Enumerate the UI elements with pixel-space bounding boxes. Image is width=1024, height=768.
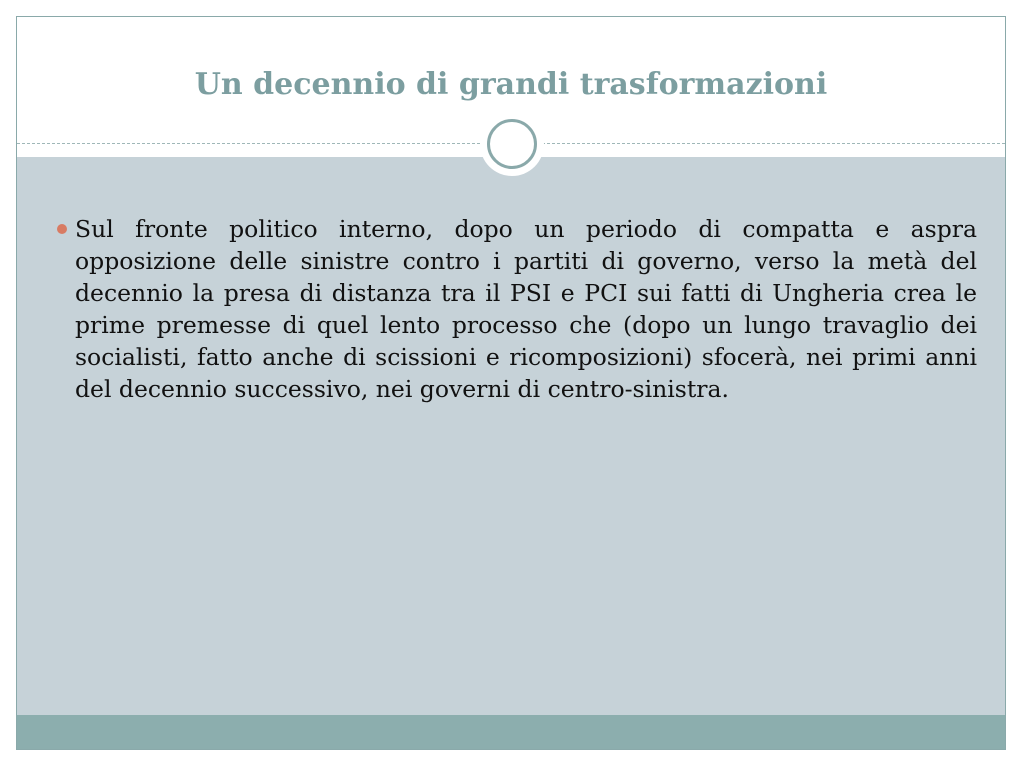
bullet-dot-icon [57, 224, 67, 234]
bullet-item [57, 213, 977, 405]
slide-title: Un decennio di grandi trasformazioni [194, 67, 828, 102]
slide [16, 16, 1006, 750]
bullet-list [57, 213, 977, 405]
footer-band [17, 715, 1005, 749]
circle-ornament-icon [487, 119, 537, 169]
bullet-text: Sul fronte politico interno, dopo un periodo di compatta e aspra opposizione delle sinistre contro i partiti di governo, verso la metà del decennio la presa di distanza tra il PSI e PCI sui fatti di Ungheria crea le prime premesse di quel lento processo che (dopo un lungo travaglio dei socialisti, fatto anche di scissioni e ricomposizioni) sfocerà, nei primi anni del decennio successivo, nei governi di centro-sinistra. [75, 215, 977, 403]
